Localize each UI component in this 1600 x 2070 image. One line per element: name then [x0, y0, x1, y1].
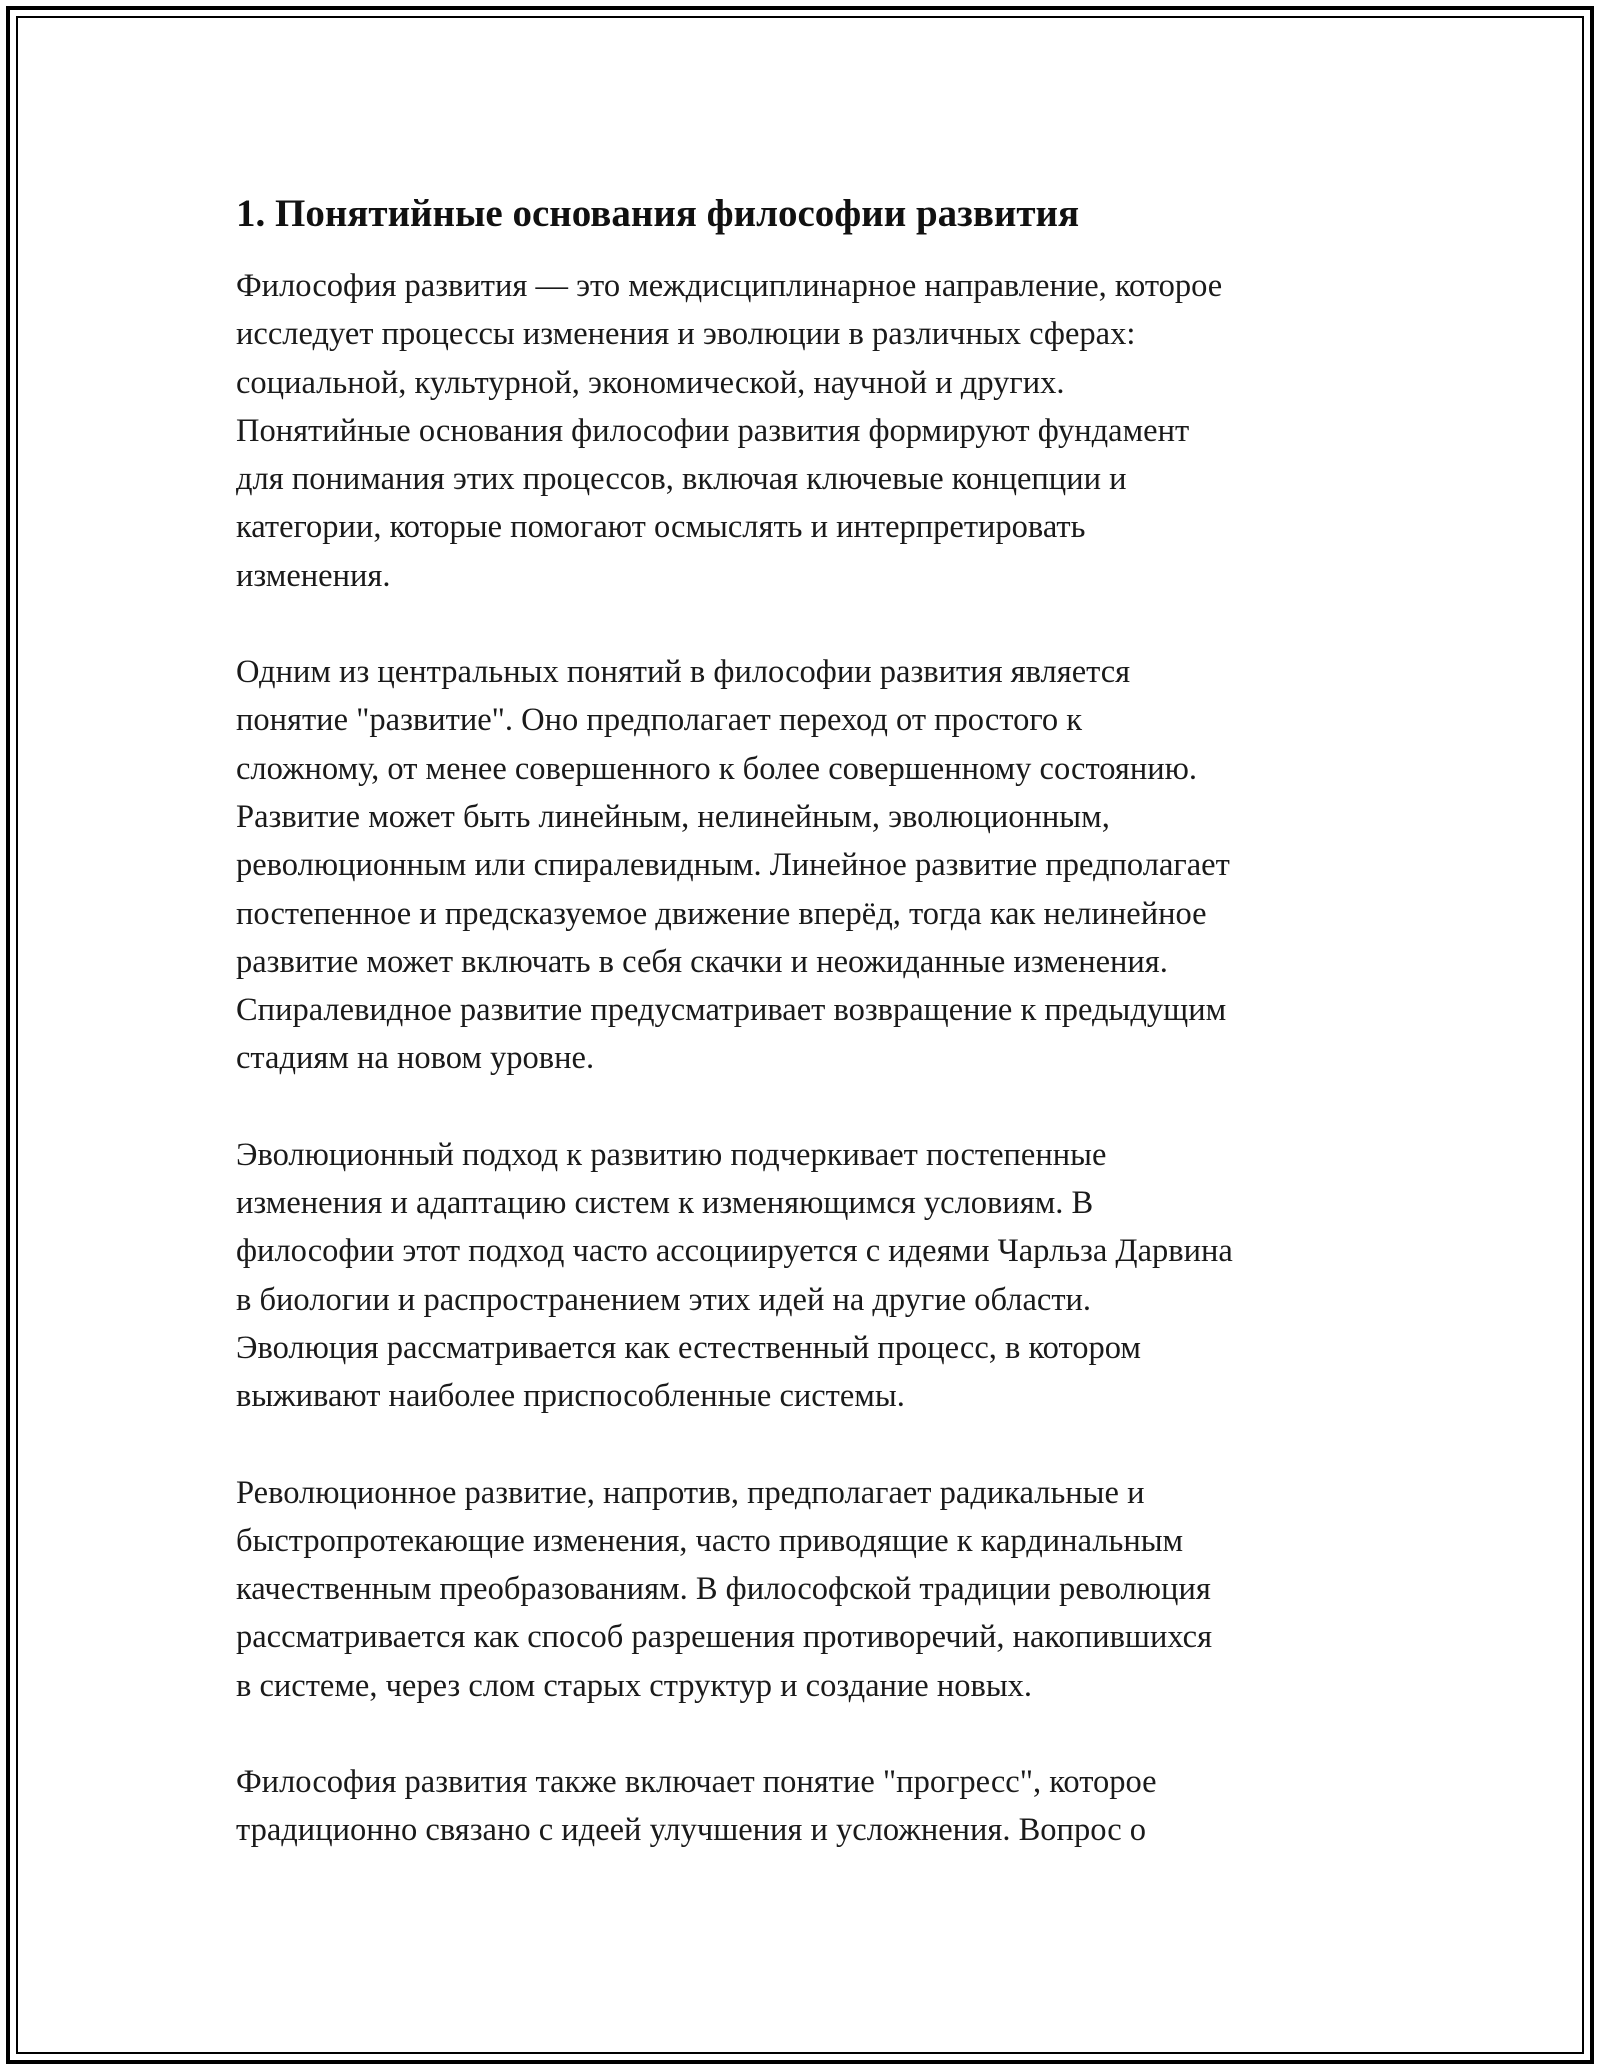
paragraph-progress: Философия развития также включает понятие "прогресс", которое традиционно связано с идеей улучшения и усложнения. Вопрос о	[236, 1764, 1157, 1849]
paragraph-intro: Философия развития — это междисциплинарное направление, которое исследует процессы изменения и эволюции в различных сферах: социальной, культурной, экономической, научной и других. Понятийные основания философии развития формируют фундамент для понимания этих процессов, включая ключевые концепции и категории, которые помогают осмыслять и интерпретировать изменения.	[236, 268, 1223, 594]
paragraph-revolutionary-development: Революционное развитие, напротив, предполагает радикальные и быстропротекающие изменения, часто приводящие к кардинальным качественным преобразованиям. В философской традиции революция рассматривается как способ разрешения противоречий, накопившихся в системе, через слом старых структур и создание новых.	[236, 1474, 1213, 1704]
document-body	[236, 186, 1376, 1903]
paragraph-development-concept: Одним из центральных понятий в философии развития является понятие "развитие". Оно предполагает переход от простого к сложному, от менее совершенного к более совершенному состоянию. Развитие может быть линейным, нелинейным, эволюционным, революционным или спиралевидным. Линейное развитие предполагает постепенное и предсказуемое движение вперёд, тогда как нелинейное развитие может включать в себя скачки и неожиданные изменения. Спиралевидное развитие предусматривает возвращение к предыдущим стадиям на новом уровне.	[236, 654, 1230, 1077]
paragraph-evolutionary-approach: Эволюционный подход к развитию подчеркивает постепенные изменения и адаптацию систем к изменяющимся условиям. В философии этот подход часто ассоциируется с идеями Чарльза Дарвина в биологии и распространением этих идей на другие области. Эволюция рассматривается как естественный процесс, в котором выживают наиболее приспособленные системы.	[236, 1136, 1233, 1415]
section-heading: 1. Понятийные основания философии развития	[236, 192, 1080, 235]
